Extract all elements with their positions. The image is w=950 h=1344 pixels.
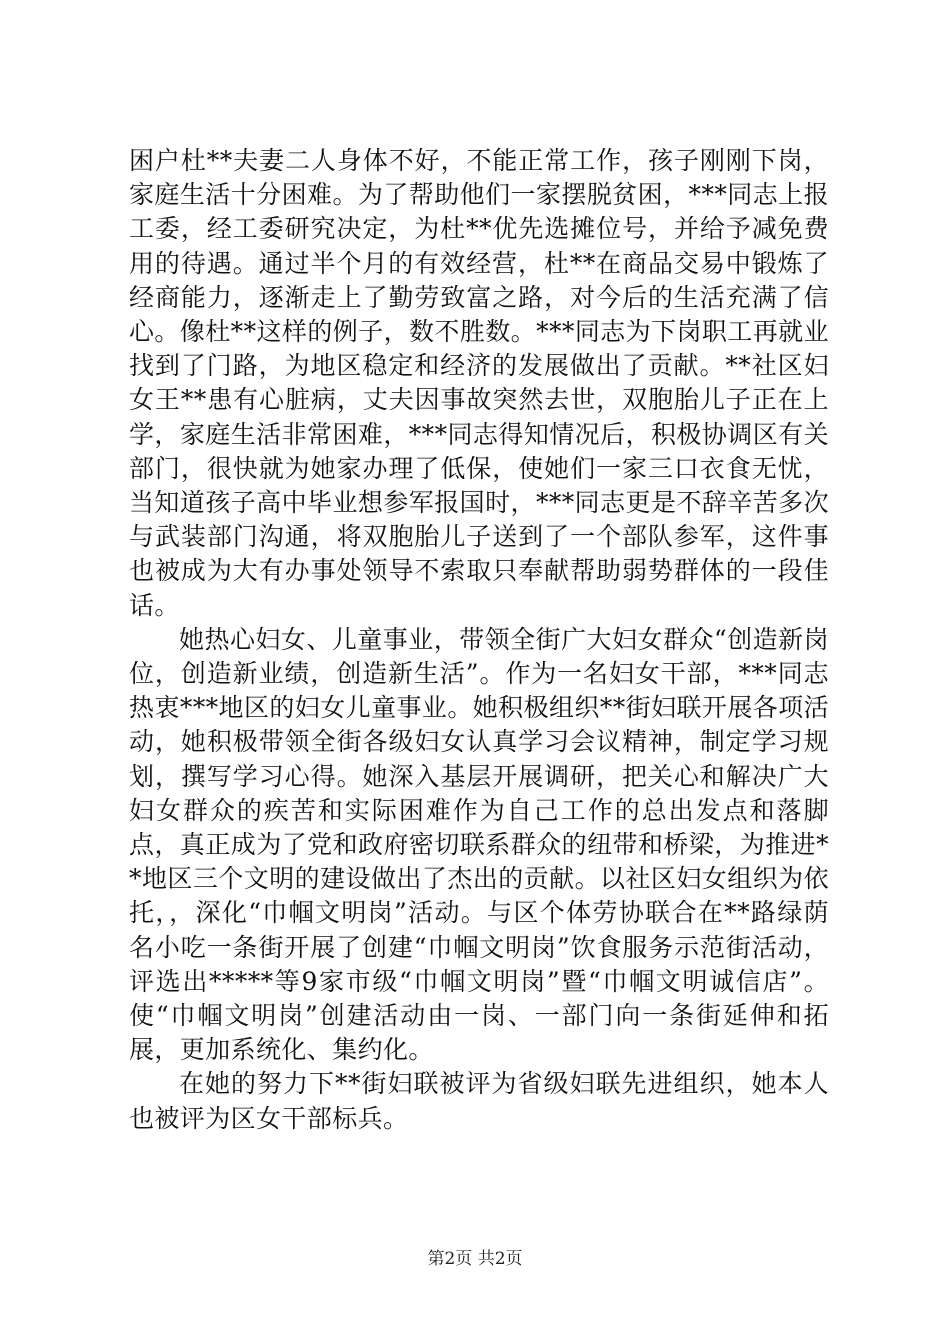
document-body <box>129 144 829 1136</box>
page-number: 第2页 共2页 <box>427 1249 523 1269</box>
page-footer <box>0 1248 950 1270</box>
paragraph-3: 在她的努力下**街妇联被评为省级妇联先进组织，她本人也被评为区女干部标兵。 <box>129 1069 829 1133</box>
paragraph-2: 她热心妇女、儿童事业，带领全街广大妇女群众“创造新岗位，创造新业绩，创造新生活”。作为一名妇女干部，***同志热衷***地区的妇女儿童事业。她积极组织**街妇联开展各项活动，她积极带领全街各级妇女认真学习会议精神，制定学习规划，撰写学习心得。她深入基层开展调研，把关心和解决广大妇女群众的疾苦和实际困难作为自己工作的总出发点和落脚点，真正成为了党和政府密切联系群众的纽带和桥梁，为推进**地区三个文明的建设做出了杰出的贡献。以社区妇女组织为依托，，深化“巾帼文明岗”活动。与区个体劳协联合在**路绿荫名小吃一条街开展了创建“巾帼文明岗”饮食服务示范街活动，评选出*****等9家市级“巾帼文明岗”暨“巾帼文明诚信店”。使“巾帼文明岗”创建活动由一岗、一部门向一条街延伸和拓展，更加系统化、集约化。 <box>129 624 829 1065</box>
paragraph-1: 困户杜**夫妻二人身体不好，不能正常工作，孩子刚刚下岗，家庭生活十分困难。为了帮助他们一家摆脱贫困，***同志上报工委，经工委研究决定，为杜**优先选摊位号，并给予减免费用的待遇。通过半个月的有效经营，杜**在商品交易中锻炼了经商能力，逐渐走上了勤劳致富之路，对今后的生活充满了信心。像杜**这样的例子，数不胜数。***同志为下岗职工再就业找到了门路，为地区稳定和经济的发展做出了贡献。**社区妇女王**患有心脏病，丈夫因事故突然去世，双胞胎儿子正在上学，家庭生活非常困难，***同志得知情况后，积极协调区有关部门，很快就为她家办理了低保，使她们一家三口衣食无忧，当知道孩子高中毕业想参军报国时，***同志更是不辞辛苦多次与武装部门沟通，将双胞胎儿子送到了一个部队参军，这件事也被成为大有办事处领导不索取只奉献帮助弱势群体的一段佳话。 <box>129 146 829 620</box>
